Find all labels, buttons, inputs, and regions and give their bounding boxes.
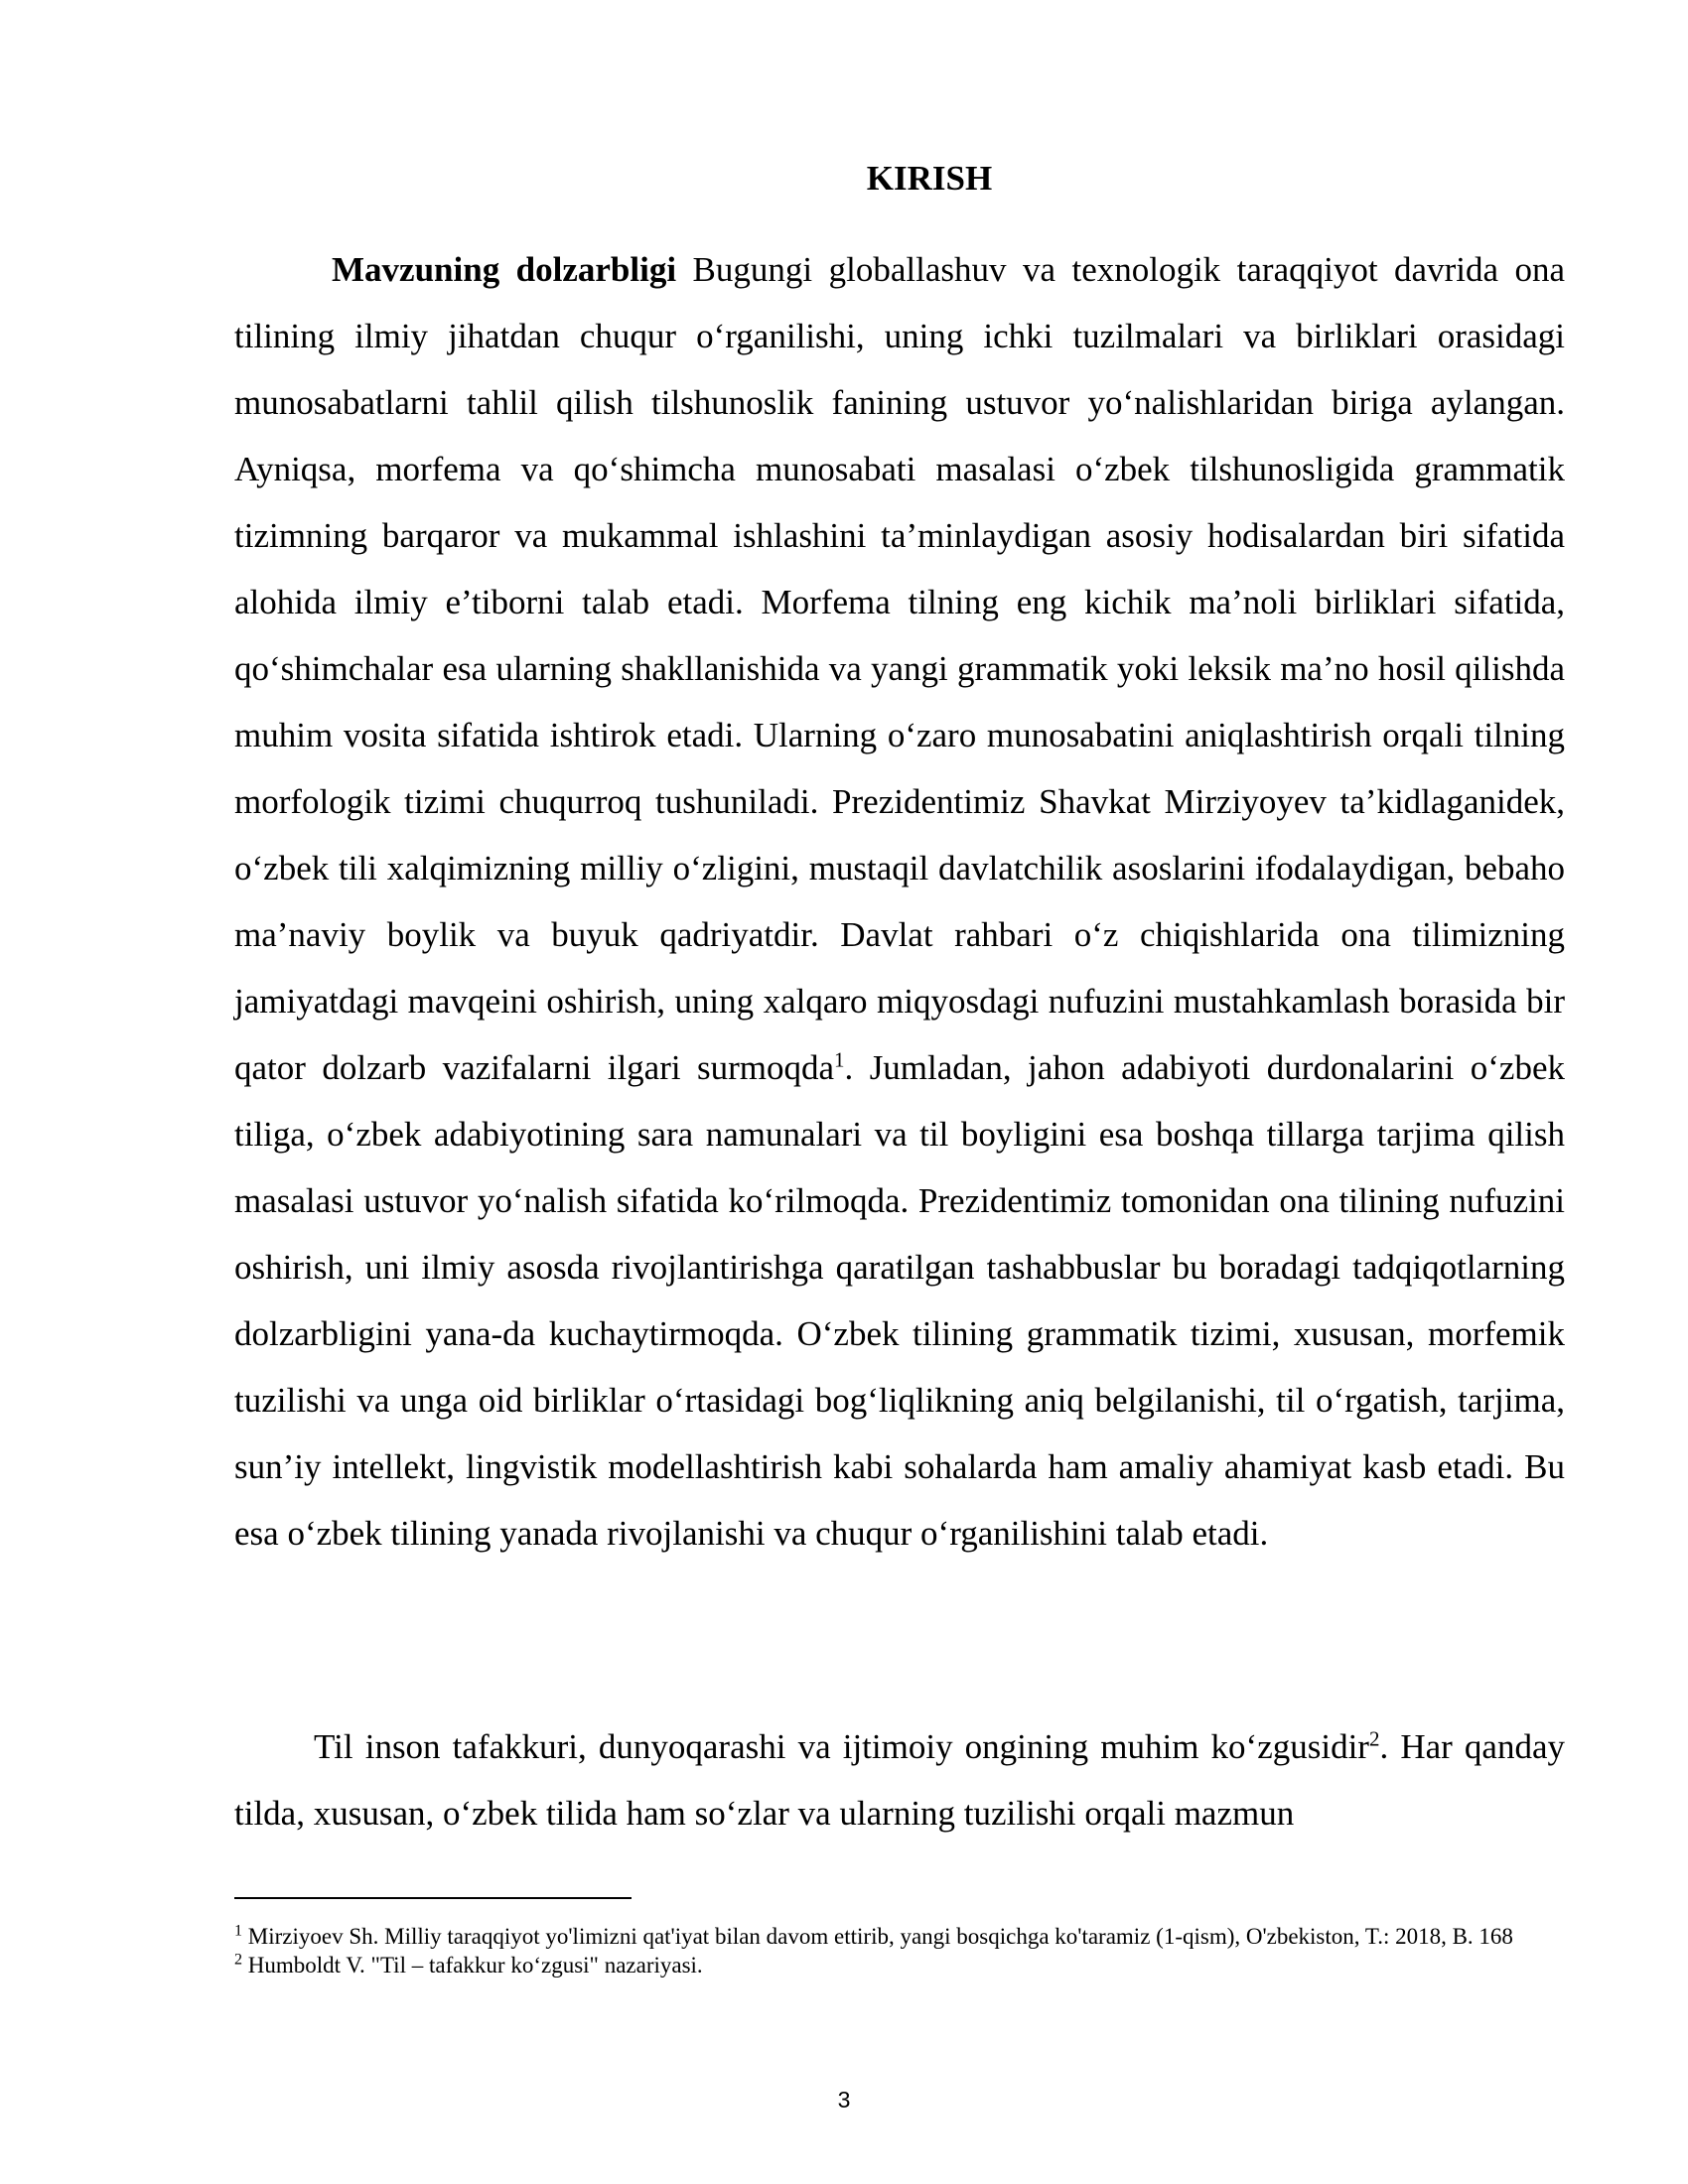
- footnote-text: Mirziyoev Sh. Milliy taraqqiyot yo'limizni qat'iyat bilan davom ettirib, yangi bosqichga ko'taramiz (1-qism), O'zbekiston, T.: 2018, B. 168: [242, 1924, 1513, 1949]
- body-paragraph-2: [234, 1713, 1565, 1846]
- footnote-item: [234, 1951, 1565, 1979]
- footnote-number: 2: [234, 1951, 243, 1969]
- footnotes-section: [234, 1922, 1565, 1979]
- paragraph-2-text-a: Til inson tafakkuri, dunyoqarashi va ijtimoiy ongining muhim ko‘zgusidir: [314, 1727, 1369, 1766]
- footnote-text: Humboldt V. "Til – tafakkur ko‘zgusi" nazariyasi.: [242, 1953, 703, 1978]
- paragraph-2-text-b: . Har qanday tilda, xususan, o‘zbek tilida ham so‘zlar va ularning tuzilishi orqali mazmun: [234, 1727, 1565, 1833]
- footnote-reference-1[interactable]: 1: [834, 1047, 845, 1072]
- paragraph-1-text-a: Bugungi globallashuv va texnologik taraqqiyot davrida ona tilining ilmiy jihatdan chuqur o‘rganilishi, uning ichki tuzilmalari va birliklari orasidagi munosabatlarni tahlil qilish tilshunoslik fanining ustuvor yo‘nalishlaridan biriga aylangan. Ayniqsa, morfema va qo‘shimcha munosabati masalasi o‘zbek tilshunosligida grammatik tizimning barqaror va mukammal ishlashini ta’minlaydigan asosiy hodisalardan biri sifatida alohida ilmiy e’tiborni talab etadi. Morfema tilning eng kichik ma’noli birliklari sifatida, qo‘shimchalar esa ularning shakllanishida va yangi grammatik yoki leksik ma’no hosil qilishda muhim vosita sifatida ishtirok etadi. Ularning o‘zaro munosabatini aniqlashtirish orqali tilning morfologik tizimi chuqurroq tushuniladi. Prezidentimiz Shavkat Mirziyoyev ta’kidlaganidek, o‘zbek tili xalqimizning milliy o‘zligini, mustaqil davlatchilik asoslarini ifodalaydigan, bebaho ma’naviy boylik va buyuk qadriyatdir. Davlat rahbari o‘z chiqishlarida ona tilimizning jamiyatdagi mavqeini oshirish, uning xalqaro miqyosdagi nufuzini mustahkamlash borasida bir qator dolzarb vazifalarni ilgari surmoqda: [234, 250, 1565, 1087]
- page-number: 3: [837, 2087, 851, 2113]
- section-title: KIRISH: [866, 159, 993, 198]
- footnote-separator: [234, 1897, 632, 1899]
- footnote-item: [234, 1922, 1565, 1951]
- body-paragraph-1: [234, 236, 1565, 1567]
- footnote-number: 1: [234, 1922, 243, 1940]
- paragraph-lead-heading: Mavzuning dolzarbligi: [332, 250, 677, 289]
- footnote-reference-2[interactable]: 2: [1368, 1726, 1380, 1751]
- paragraph-1-text-b: . Jumladan, jahon adabiyoti durdonalarini o‘zbek tiliga, o‘zbek adabiyotining sara namunalari va til boyligini esa boshqa tillarga tarjima qilish masalasi ustuvor yo‘nalish sifatida ko‘rilmoqda. Prezidentimiz tomonidan ona tilining nufuzini oshirish, uni ilmiy asosda rivojlantirishga qaratilgan tashabbuslar bu boradagi tadqiqotlarning dolzarbligini yana-da kuchaytirmoqda. O‘zbek tilining grammatik tizimi, xususan, morfemik tuzilishi va unga oid birliklar o‘rtasidagi bog‘liqlikning aniq belgilanishi, til o‘rgatish, tarjima, sun’iy intellekt, lingvistik modellashtirish kabi sohalarda ham amaliy ahamiyat kasb etadi. Bu esa o‘zbek tilining yanada rivojlanishi va chuqur o‘rganilishini talab etadi.: [234, 1048, 1565, 1553]
